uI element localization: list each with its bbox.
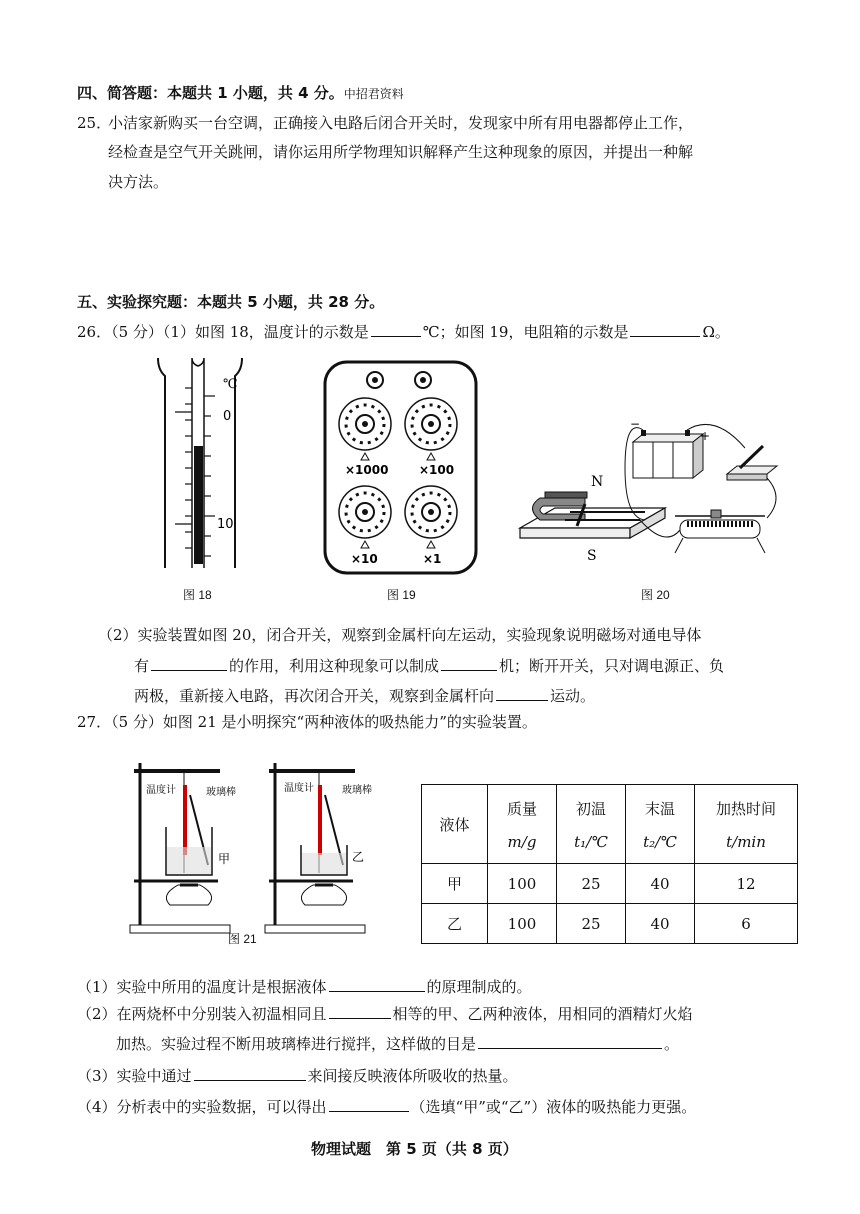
q27-sub2-b: 相等的甲、乙两种液体，用相同的酒精灯火焰 xyxy=(392,1005,693,1023)
fig18-unit: ℃ xyxy=(223,377,238,392)
blank-stirring-purpose[interactable] xyxy=(478,1034,662,1049)
fig19-caption: 图 19 xyxy=(387,588,416,602)
table-cell: 25 xyxy=(557,864,626,904)
figure-18-thermometer xyxy=(155,358,245,573)
q26-part1-text-c: Ω。 xyxy=(702,323,730,341)
q26-part2-b1: 有 xyxy=(134,657,150,675)
q26-part1 xyxy=(77,321,730,342)
blank-resistance-box-reading[interactable] xyxy=(630,322,700,337)
table-cell: 40 xyxy=(626,864,695,904)
q25-line3: 决方法。 xyxy=(108,173,169,191)
fig20-s-pole: S xyxy=(587,548,597,564)
section5-heading: 五、实验探究题：本题共 5 小题，共 28 分。 xyxy=(77,293,385,311)
table-cell: 6 xyxy=(695,904,798,944)
page-footer: 物理试题 第 5 页（共 8 页） xyxy=(311,1140,518,1158)
q26-part2-c2: 运动。 xyxy=(550,687,596,705)
q27-sub2-a: （2）在两烧杯中分别装入初温相同且 xyxy=(77,1005,327,1023)
q27-sub2-line1 xyxy=(77,1003,693,1024)
table-header-cell: 初温 t₁/℃ xyxy=(557,785,626,864)
fig21-jia: 甲 xyxy=(218,852,231,866)
q27-sub2-line2 xyxy=(116,1033,679,1054)
fig18-caption: 图 18 xyxy=(183,588,212,602)
figure-21-apparatus xyxy=(120,755,390,945)
blank-thermometer-principle[interactable] xyxy=(329,977,425,992)
table-header-cell: 质量 m/g xyxy=(488,785,557,864)
table-header-cell: 液体 xyxy=(422,785,488,864)
table-header-row xyxy=(422,785,798,864)
table-cell: 12 xyxy=(695,864,798,904)
table-row xyxy=(422,864,798,904)
blank-magnetic-effect[interactable] xyxy=(151,656,227,671)
section4-heading xyxy=(77,82,404,103)
q27-sub4-a: （4）分析表中的实验数据，可以得出 xyxy=(77,1098,327,1116)
q27-sub2-d: 。 xyxy=(664,1035,680,1053)
q27-sub1-b: 的原理制成的。 xyxy=(426,978,532,996)
q27-sub2-c: 加热。实验过程不断用玻璃棒进行搅拌，这样做的目是 xyxy=(116,1035,477,1053)
q27-number: 27． xyxy=(77,713,112,731)
blank-thermometer-reading[interactable] xyxy=(371,322,421,337)
fig21-caption: 图 21 xyxy=(228,932,257,946)
fig21-rod-left: 玻璃棒 xyxy=(206,787,236,798)
watermark-text: 中招君资料 xyxy=(343,87,404,101)
blank-stronger-liquid[interactable] xyxy=(329,1097,409,1112)
fig21-thermo-right: 温度计 xyxy=(284,783,314,794)
fig21-rod-right: 玻璃棒 xyxy=(342,785,372,796)
fig21-yi: 乙 xyxy=(352,850,365,864)
fig21-thermo-left: 温度计 xyxy=(146,785,176,796)
fig18-label-0: 0 xyxy=(223,409,232,424)
q26-part2-b3: 机；断开开关，只对调电源正、负 xyxy=(499,657,725,675)
fig19-mult-100: ×100 xyxy=(419,463,455,477)
switch-icon xyxy=(727,446,777,480)
q26-part2-b2: 的作用，利用这种现象可以制成 xyxy=(229,657,440,675)
q27-sub4-b: （选填“甲”或“乙”）液体的吸热能力更强。 xyxy=(410,1098,697,1116)
q27-data-table xyxy=(421,784,798,944)
q27-sub3 xyxy=(77,1065,518,1086)
q25-line2: 经检查是空气开关跳闸，请你运用所学物理知识解释产生这种现象的原因，并提出一种解 xyxy=(108,143,694,161)
table-header-cell: 加热时间 t/min xyxy=(695,785,798,864)
blank-machine-type[interactable] xyxy=(441,656,497,671)
blank-equal-quantity[interactable] xyxy=(329,1004,391,1019)
table-header-cell: 末温 t₂/℃ xyxy=(626,785,695,864)
q27-sub4 xyxy=(77,1096,696,1117)
table-cell: 乙 xyxy=(422,904,488,944)
q25-line1: 小洁家新购买一台空调，正确接入电路后闭合开关时，发现家中所有用电器都停止工作， xyxy=(108,114,694,132)
blank-heat-indicator[interactable] xyxy=(194,1066,306,1081)
q26-part2-line2 xyxy=(134,655,724,676)
q27-sub3-b: 来间接反映液体所吸收的热量。 xyxy=(307,1067,518,1085)
fig19-mult-1000: ×1000 xyxy=(345,463,389,477)
table-cell: 甲 xyxy=(422,864,488,904)
q26-part1-text-b: ℃；如图 19，电阻箱的示数是 xyxy=(422,323,629,341)
table-row xyxy=(422,904,798,944)
rheostat-icon xyxy=(675,510,765,553)
q27-sub1-a: （1）实验中所用的温度计是根据液体 xyxy=(77,978,327,996)
fig18-label-10: 10 xyxy=(217,517,234,532)
q26-part1-text-a: （5 分）（1）如图 18，温度计的示数是 xyxy=(111,323,369,341)
figure-19-resistance-box xyxy=(323,360,478,575)
table-cell: 100 xyxy=(488,864,557,904)
fig20-n-pole: N xyxy=(591,474,604,490)
q26-part2-line1: （2）实验装置如图 20，闭合开关，观察到金属杆向左运动，实验现象说明磁场对通电导体 xyxy=(98,626,702,644)
q27-intro xyxy=(77,711,537,732)
fig19-mult-1: ×1 xyxy=(423,552,442,566)
q25-number: 25． xyxy=(77,114,112,132)
q26-number: 26． xyxy=(77,323,112,341)
fig20-minus: − xyxy=(630,417,641,431)
table-cell: 25 xyxy=(557,904,626,944)
fig19-mult-10: ×10 xyxy=(351,552,378,566)
figure-20-apparatus xyxy=(515,408,800,568)
table-cell: 40 xyxy=(626,904,695,944)
q26-part2-line3 xyxy=(134,685,595,706)
q27-intro-text: （5 分）如图 21 是小明探究“两种液体的吸热能力”的实验装置。 xyxy=(111,713,537,731)
blank-rod-direction[interactable] xyxy=(496,686,548,701)
section4-heading-text: 四、简答题：本题共 1 小题，共 4 分。 xyxy=(77,84,344,102)
q27-sub1 xyxy=(77,976,532,997)
fig20-plus: + xyxy=(700,429,711,443)
fig20-caption: 图 20 xyxy=(641,588,670,602)
table-cell: 100 xyxy=(488,904,557,944)
q26-part2-c1: 两极，重新接入电路，再次闭合开关，观察到金属杆向 xyxy=(134,687,495,705)
q27-sub3-a: （3）实验中通过 xyxy=(77,1067,192,1085)
battery-icon xyxy=(633,430,703,478)
